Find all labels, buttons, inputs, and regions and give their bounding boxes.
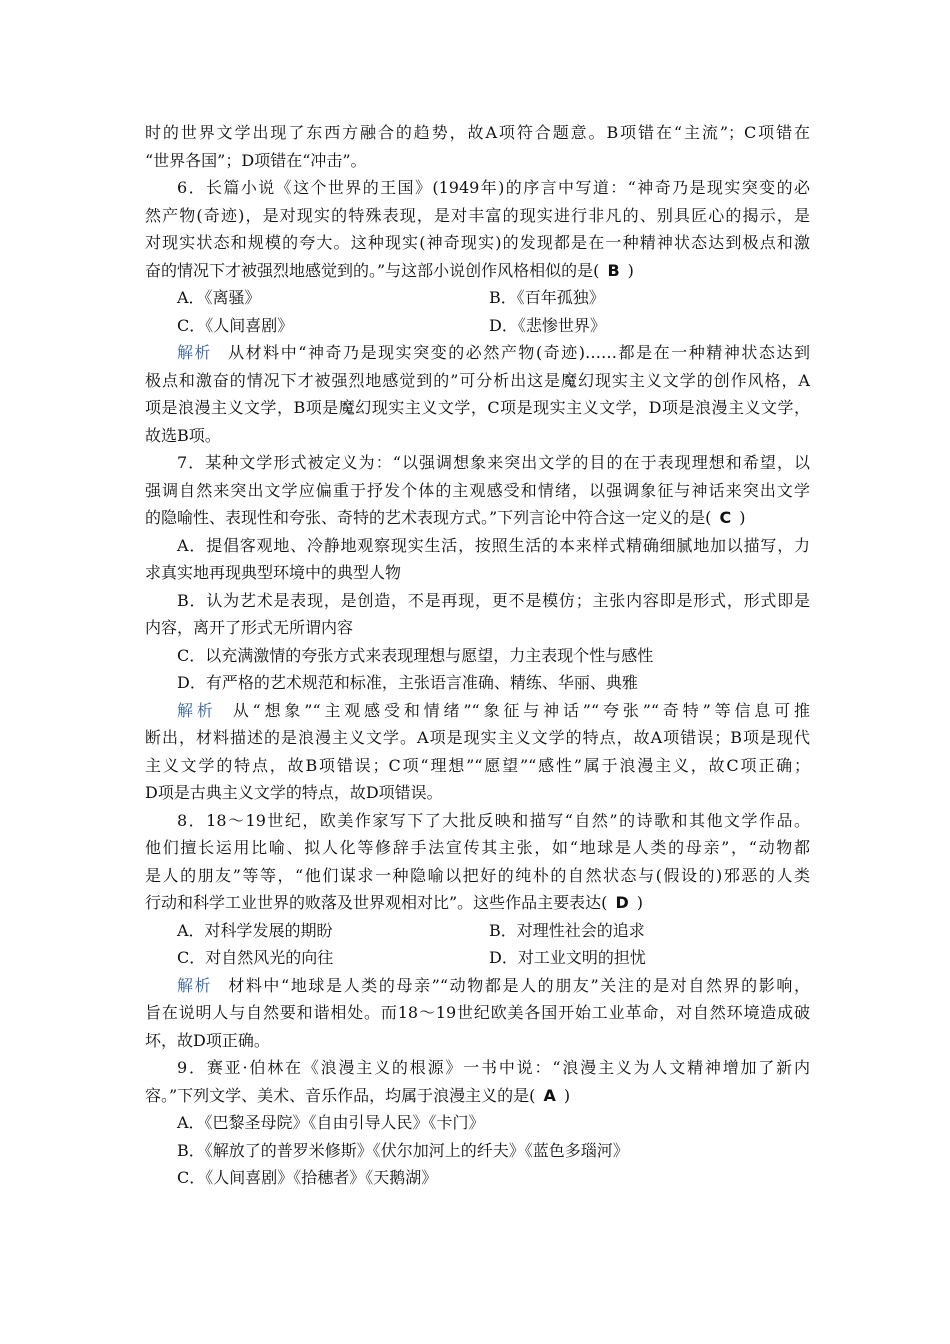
analysis: 解析 从“想象”“主观感受和情绪”“象征与神话”“夸张”“奇特”等信息可推 [177, 700, 810, 720]
options-row [145, 312, 810, 340]
question-stem: 8．18～19世纪，欧美作家写下了大批反映和描写“自然”的诗歌和其他文学作品。 [177, 810, 810, 830]
option-a: A．提倡客观地、冷静地观察现实生活，按照生活的本来样式精确细腻地加以描写，力 [177, 535, 810, 555]
option-a: 求真实地再现典型环境中的典型人物 [145, 563, 402, 582]
question-stem: 的隐喻性、表现性和夸张、奇特的艺术表现方式。”下列言论中符合这一定义的是( C ) [145, 508, 746, 527]
question-stem: 9．赛亚·伯林在《浪漫主义的根源》一书中说：“浪漫主义为人文精神增加了新内 [177, 1058, 810, 1077]
analysis-label: 解析 [177, 700, 217, 720]
analysis-label: 解析 [177, 343, 213, 362]
option-a: A．《巴黎圣母院》《自由引导人民》《卡门》 [177, 1113, 485, 1132]
analysis: 项是浪漫主义文学，B项是魔幻现实主义文学，C项是现实主义文学，D项是浪漫主义文学， [145, 398, 810, 417]
question-stem: 他们擅长运用比喻、拟人化等修辞手法宣传其主张，如“地球是人类的母亲”，“动物都 [145, 838, 810, 857]
analysis: D项是古典主义文学的特点，故D项错误。 [145, 783, 443, 802]
analysis: 旨在说明人与自然要和谐相处。而18～19世纪欧美各国开始工业革命，对自然环境造成破 [145, 1003, 810, 1022]
question-8 [145, 807, 810, 1055]
option-c: C．对自然风光的向往 [177, 948, 334, 967]
analysis: 解析 从材料中“神奇乃是现实突变的必然产物(奇迹)……都是在一种精神状态达到 [177, 343, 810, 362]
question-7 [145, 449, 810, 807]
options-row [145, 917, 810, 945]
question-stem: 7．某种文学形式被定义为：“以强调想象来突出文学的目的在于表现理想和希望，以 [177, 453, 810, 472]
analysis: 主义文学的特点，故B项错误；C项“理想”“愿望”“感性”属于浪漫主义，故C项正确； [145, 755, 810, 775]
option-b: B．《解放了的普罗米修斯》《伏尔加河上的纤夫》《蓝色多瑙河》 [177, 1140, 629, 1160]
analysis: 故选B项。 [145, 425, 221, 445]
option-c: C．以充满激情的夸张方式来表现理想与愿望，力主表现个性与感性 [177, 645, 654, 665]
question-stem: 强调自然来突出文学应偏重于抒发个体的主观感受和情绪，以强调象征与神话来突出文学 [145, 480, 810, 500]
options-row [145, 944, 810, 972]
answer-letter: B [607, 260, 620, 280]
question-stem: 对现实状态和规模的夸大。这种现实(神奇现实)的发现都是在一种精神状态达到极点和激 [145, 233, 810, 252]
question-stem: 奋的情况下才被强烈地感觉到的。”与这部小说创作风格相似的是( B ) [145, 260, 634, 280]
question-stem: 然产物(奇迹)，是对现实的特殊表现，是对丰富的现实进行非凡的、别具匠心的揭示，是 [145, 205, 810, 225]
option-c: C．《人间喜剧》 [177, 315, 294, 335]
question-stem: 行动和科学工业世界的败落及世界观相对比”。这些作品主要表达( D ) [145, 893, 643, 912]
option-a: A．《离骚》 [177, 288, 261, 307]
option-b: B．对理性社会的追求 [489, 920, 645, 940]
option-d: D．有严格的艺术规范和标准，主张语言准确、精练、华丽、典雅 [177, 673, 638, 692]
question-stem: 容。”下列文学、美术、音乐作品，均属于浪漫主义的是( A ) [145, 1085, 571, 1105]
option-b: 内容，离开了形式无所谓内容 [145, 618, 354, 637]
analysis: 极点和激奋的情况下才被强烈地感觉到的”可分析出这是魔幻现实主义文学的创作风格，A [145, 370, 810, 390]
option-b: B．《百年孤独》 [489, 288, 605, 307]
option-d: D．《悲惨世界》 [489, 315, 606, 335]
answer-letter: C [719, 508, 732, 527]
analysis: 解析 材料中“地球是人类的母亲”“动物都是人的朋友”关注的是对自然界的影响， [177, 975, 810, 995]
analysis: 坏，故D项正确。 [145, 1030, 270, 1050]
document-body [145, 119, 810, 1192]
options-row [145, 284, 810, 312]
question-stem: 是人的朋友”等等，“他们谋求一种隐喻以把好的纯朴的自然状态与(假设的)邪恶的人类 [145, 865, 810, 885]
text-line: “世界各国”；D项错在“冲击”。 [145, 150, 367, 170]
analysis-label: 解析 [177, 975, 213, 995]
option-b: B．认为艺术是表现，是创造，不是再现，更不是模仿；主张内容即是形式，形式即是 [177, 590, 810, 610]
answer-letter: A [543, 1085, 556, 1105]
answer-letter: D [615, 893, 629, 912]
question-9 [145, 1054, 810, 1192]
option-a: A．对科学发展的期盼 [177, 920, 333, 940]
text-line: 时的世界文学出现了东西方融合的趋势，故A项符合题意。B项错在“主流”；C项错在 [145, 123, 810, 142]
option-d: D．对工业文明的担忧 [489, 948, 646, 967]
analysis: 断出，材料描述的是浪漫主义文学。A项是现实主义文学的特点，故A项错误；B项是现代 [145, 728, 810, 747]
option-c: C．《人间喜剧》《拾穗者》《天鹅湖》 [177, 1168, 438, 1187]
question-6 [145, 174, 810, 449]
question-stem: 6．长篇小说《这个世界的王国》(1949年)的序言中写道：“神奇乃是现实突变的必 [177, 178, 810, 197]
